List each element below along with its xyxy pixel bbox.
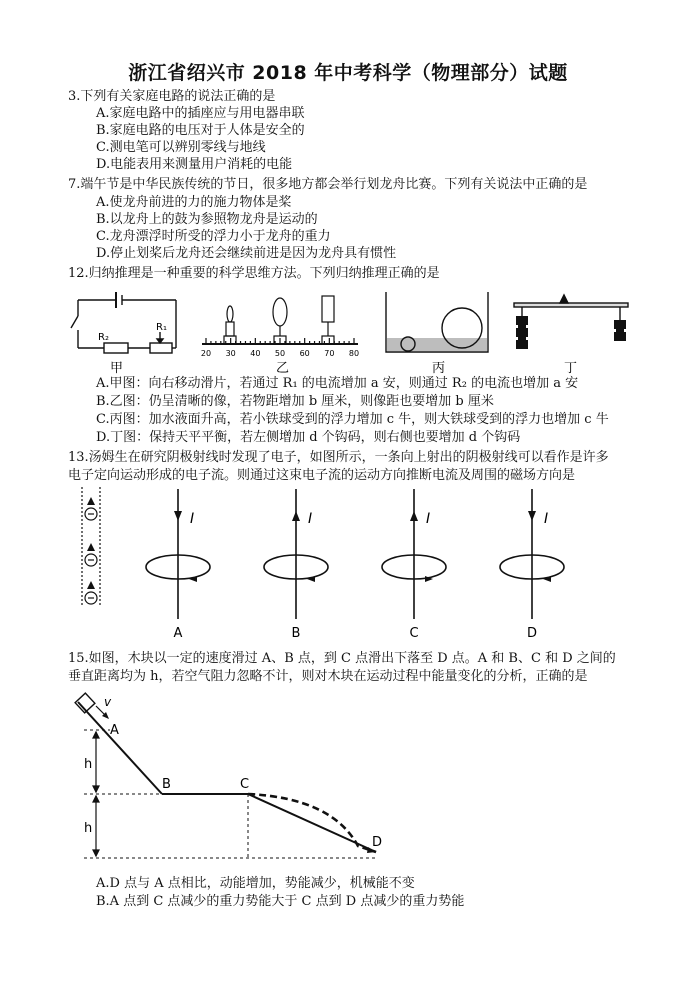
ruler-tick-label: 20 [200,349,212,358]
q13-stem-line2: 电子定向运动形成的电子流。则通过这束电子流的运动方向推断电流及周围的磁场方向是 [68,468,576,483]
point-label-d: D [372,835,383,850]
label-r1: R₁ [156,322,167,333]
height-label-lower: h [84,821,93,836]
current-label: I [426,511,431,527]
option-letter: C [409,626,419,641]
current-arrow-icon [174,511,182,521]
weights-left [516,316,528,349]
optical-bench-figure [202,296,358,344]
point-label-a: A [110,723,119,738]
weights-right [614,320,626,341]
point-label-b: B [162,777,171,792]
q3-option-d: D.电能表用来测量用户消耗的电能 [96,157,293,172]
point-label-c: C [240,777,250,792]
q15-stem-line1: 15.如图，木块以一定的速度滑过 A、B 点，到 C 点滑出下落至 D 点。A 和 B、C 和 D 之间的 [68,651,616,666]
candle-icon [227,306,233,322]
ruler-tick-label: 80 [348,349,360,358]
beaker-figure [386,292,488,352]
q3-option-a: A.家庭电路中的插座应与用电器串联 [96,106,305,121]
current-arrow-icon [292,511,300,521]
q15-option-a: A.D 点与 A 点相比，动能增加，势能减少，机械能不变 [96,876,415,891]
q7-option-d: D.停止划桨后龙舟还会继续前进是因为龙舟具有惯性 [96,246,397,261]
q3-stem: 3.下列有关家庭电路的说法正确的是 [68,89,276,104]
wire-option-d [500,489,564,641]
label-r2: R₂ [98,332,109,343]
wire-option-c [382,489,446,641]
q12-option-c: C.丙图：加水液面升高，若小铁球受到的浮力增加 c 牛，则大铁球受到的浮力也增加 c 牛 [96,412,609,427]
resistor-r1 [150,343,172,353]
current-label: I [190,511,195,527]
q7-option-b: B.以龙舟上的鼓为参照物龙舟是运动的 [96,212,318,227]
up-arrow-icon [87,581,95,589]
ruler-tick-label: 50 [274,349,286,358]
ruler-tick-label: 70 [324,349,335,358]
up-arrow-icon [87,543,95,551]
ruler-tick-label: 30 [225,349,236,358]
up-arrow-icon [87,497,95,505]
q7-option-c: C.龙舟漂浮时所受的浮力小于龙舟的重力 [96,229,331,244]
current-arrow-icon [528,511,536,521]
current-arrow-icon [410,511,418,521]
page-title: 浙江省绍兴市 2018 年中考科学（物理部分）试题 [128,62,568,84]
fig-label-bing: 丙 [432,361,446,376]
option-letter: A [173,626,183,641]
q7-stem: 7.端午节是中华民族传统的节日，很多地方都会举行划龙舟比赛。下列有关说法中正确的是 [68,177,588,192]
q12-option-d: D.丁图：保持天平平衡，若左侧增加 d 个钩码，则右侧也要增加 d 个钩码 [96,430,521,445]
fig-label-yi: 乙 [276,361,290,376]
height-label-upper: h [84,757,93,772]
q13-figures [70,485,630,645]
screen-icon [322,296,334,322]
ruler-tick-label: 40 [250,349,261,358]
q3-option-c: C.测电笔可以辨别零线与地线 [96,140,266,155]
wire-option-a [146,489,210,641]
ruler-tick-label: 60 [299,349,310,358]
option-letter: B [291,626,301,641]
wire-option-b [264,489,328,641]
q12-option-b: B.乙图：仍呈清晰的像，若物距增加 b 厘米，则像距也要增加 b 厘米 [96,394,494,409]
q12-figures [64,286,644,378]
q7-option-a: A.使龙舟前进的力的施力物体是桨 [96,195,292,210]
lens-icon [273,298,287,326]
q13-stem-line1: 13.汤姆生在研究阴极射线时发现了电子，如图所示，一条向上射出的阴极射线可以看作是许多 [68,450,609,465]
q15-option-b: B.A 点到 C 点减少的重力势能大于 C 点到 D 点减少的重力势能 [96,894,465,909]
slope-ab [78,702,162,794]
q15-stem-line2: 垂直距离均为 h，若空气阻力忽略不计，则对木块在运动过程中能量变化的分析，正确的是 [68,669,588,684]
q3-option-b: B.家庭电路的电压对于人体是安全的 [96,123,305,138]
q15-figure [70,690,400,870]
lever-figure [514,295,628,320]
resistor-r2 [104,343,128,353]
velocity-label: v [104,695,112,709]
q12-option-a: A.甲图：向右移动滑片，若通过 R₁ 的电流增加 a 安，则通过 R₂ 的电流也增加 a 安 [96,376,579,391]
current-label: I [544,511,549,527]
q12-stem: 12.归纳推理是一种重要的科学思维方法。下列归纳推理正确的是 [68,266,440,281]
option-letter: D [526,626,538,641]
fig-label-jia: 甲 [110,361,124,376]
fig-label-ding: 丁 [564,361,578,376]
current-label: I [308,511,313,527]
